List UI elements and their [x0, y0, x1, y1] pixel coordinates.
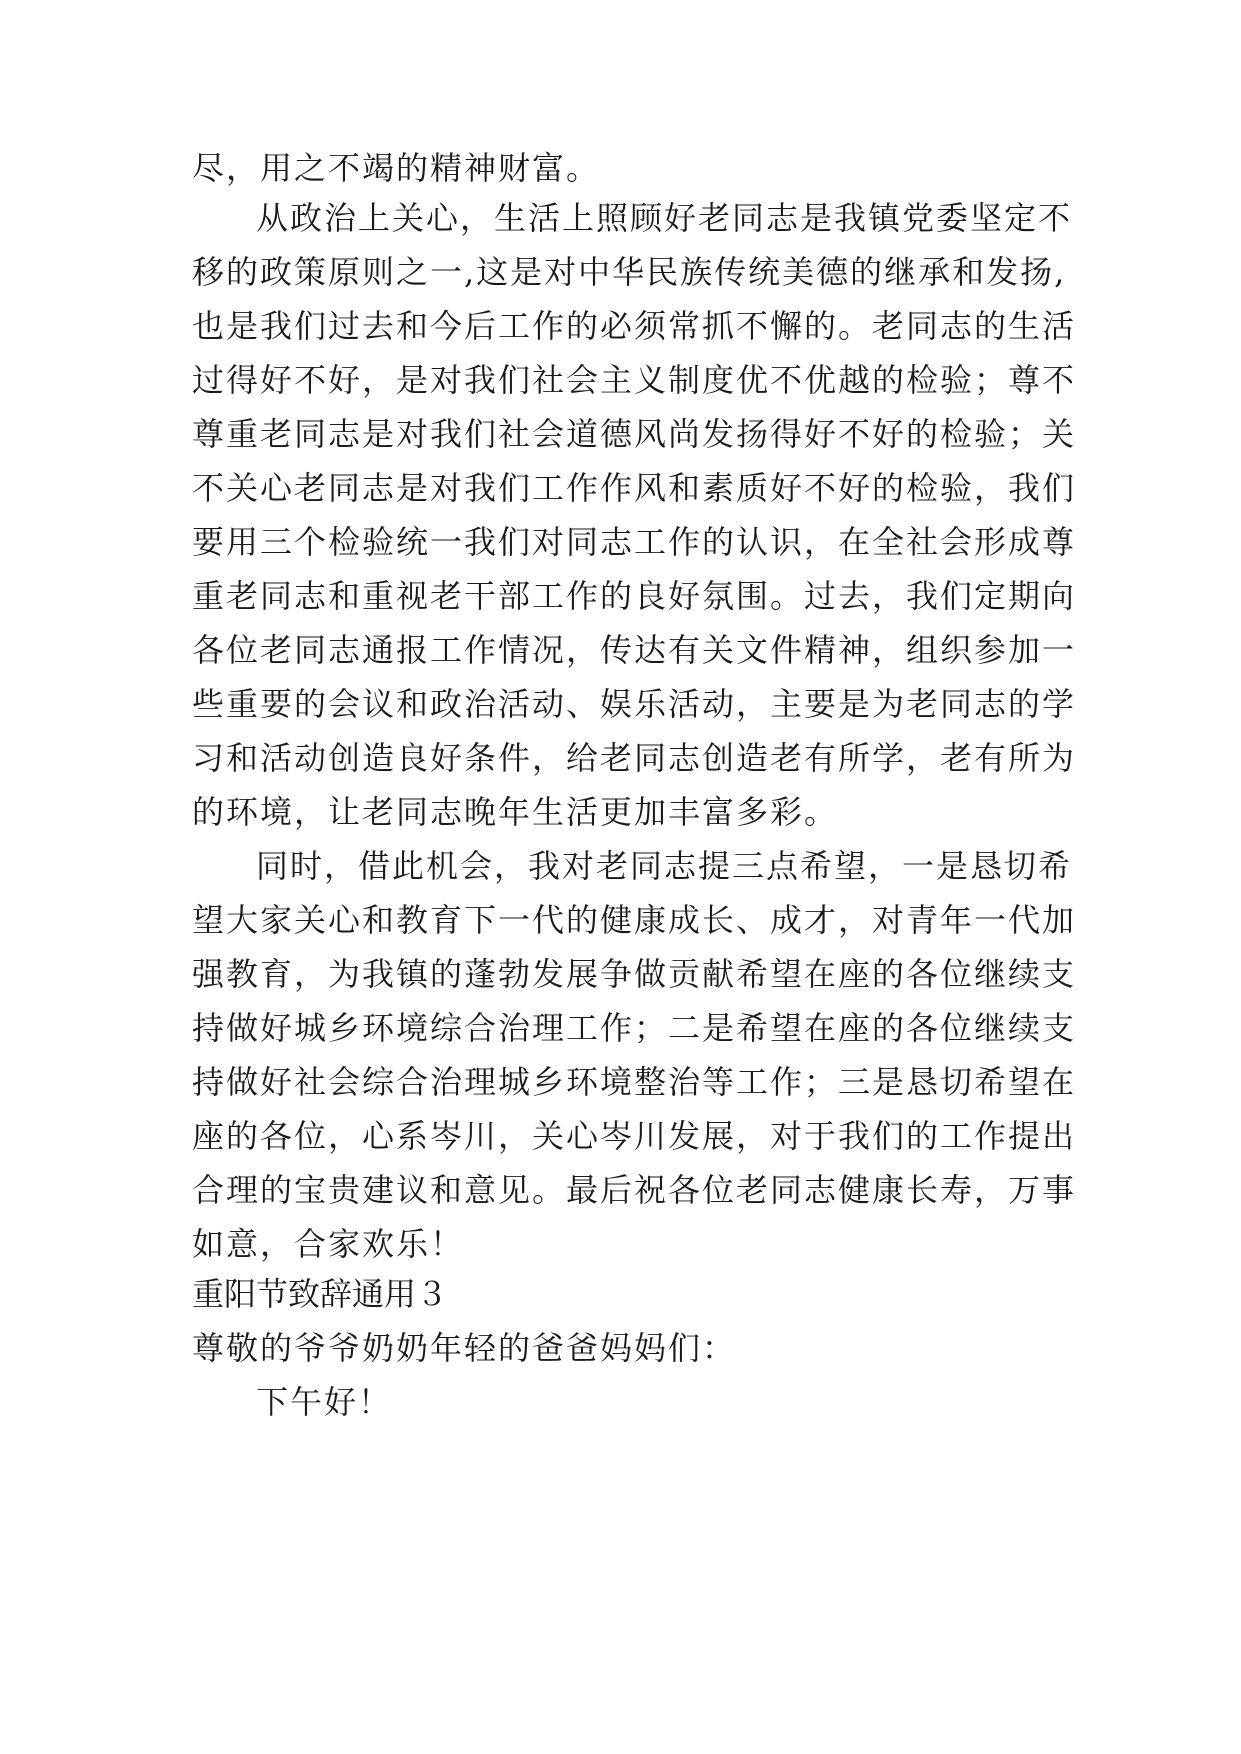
paragraph-line: 习和活动创造良好条件，给老同志创造老有所学，老有所为 [192, 739, 1077, 777]
paragraph-line: 移的政策原则之一,这是对中华民族传统美德的继承和发扬, [192, 253, 1067, 291]
paragraph-line: 要用三个检验统一我们对同志工作的认识，在全社会形成尊 [192, 523, 1077, 561]
paragraph-line: 座的各位，心系岑川，关心岑川发展，对于我们的工作提出 [192, 1117, 1077, 1155]
paragraph-line: 也是我们过去和今后工作的必须常抓不懈的。老同志的生活 [192, 307, 1077, 345]
section-heading: 重阳节致辞通用３ [192, 1275, 449, 1313]
paragraph-line: 不关心老同志是对我们工作作风和素质好不好的检验，我们 [192, 469, 1077, 507]
paragraph-line: 从政治上关心，生活上照顾好老同志是我镇党委坚定不 [256, 199, 1073, 237]
paragraph-line: 同时，借此机会，我对老同志提三点希望，一是恳切希 [256, 847, 1073, 885]
paragraph-line: 各位老同志通报工作情况，传达有关文件精神，组织参加一 [192, 631, 1077, 669]
paragraph-line: 持做好城乡环境综合治理工作；二是希望在座的各位继续支 [192, 1009, 1077, 1047]
paragraph-line: 合理的宝贵建议和意见。最后祝各位老同志健康长寿，万事 [192, 1171, 1077, 1209]
paragraph-line: 过得好不好，是对我们社会主义制度优不优越的检验；尊不 [192, 361, 1077, 399]
paragraph-line: 如意，合家欢乐！ [192, 1225, 465, 1263]
salutation: 尊敬的爷爷奶奶年轻的爸爸妈妈们： [192, 1329, 737, 1367]
paragraph-line: 的环境，让老同志晚年生活更加丰富多彩。 [192, 793, 839, 831]
paragraph-line: 持做好社会综合治理城乡环境整治等工作；三是恳切希望在 [192, 1063, 1077, 1101]
paragraph-line: 重老同志和重视老干部工作的良好氛围。过去，我们定期向 [192, 577, 1077, 615]
paragraph-line: 尊重老同志是对我们社会道德风尚发扬得好不好的检验；关 [192, 415, 1077, 453]
greeting: 下午好！ [256, 1383, 393, 1421]
paragraph-line: 些重要的会议和政治活动、娱乐活动，主要是为老同志的学 [192, 685, 1077, 723]
paragraph-line: 尽，用之不竭的精神财富。 [192, 149, 601, 187]
paragraph-line: 强教育，为我镇的蓬勃发展争做贡献希望在座的各位继续支 [192, 955, 1077, 993]
paragraph-line: 望大家关心和教育下一代的健康成长、成才，对青年一代加 [192, 901, 1077, 939]
